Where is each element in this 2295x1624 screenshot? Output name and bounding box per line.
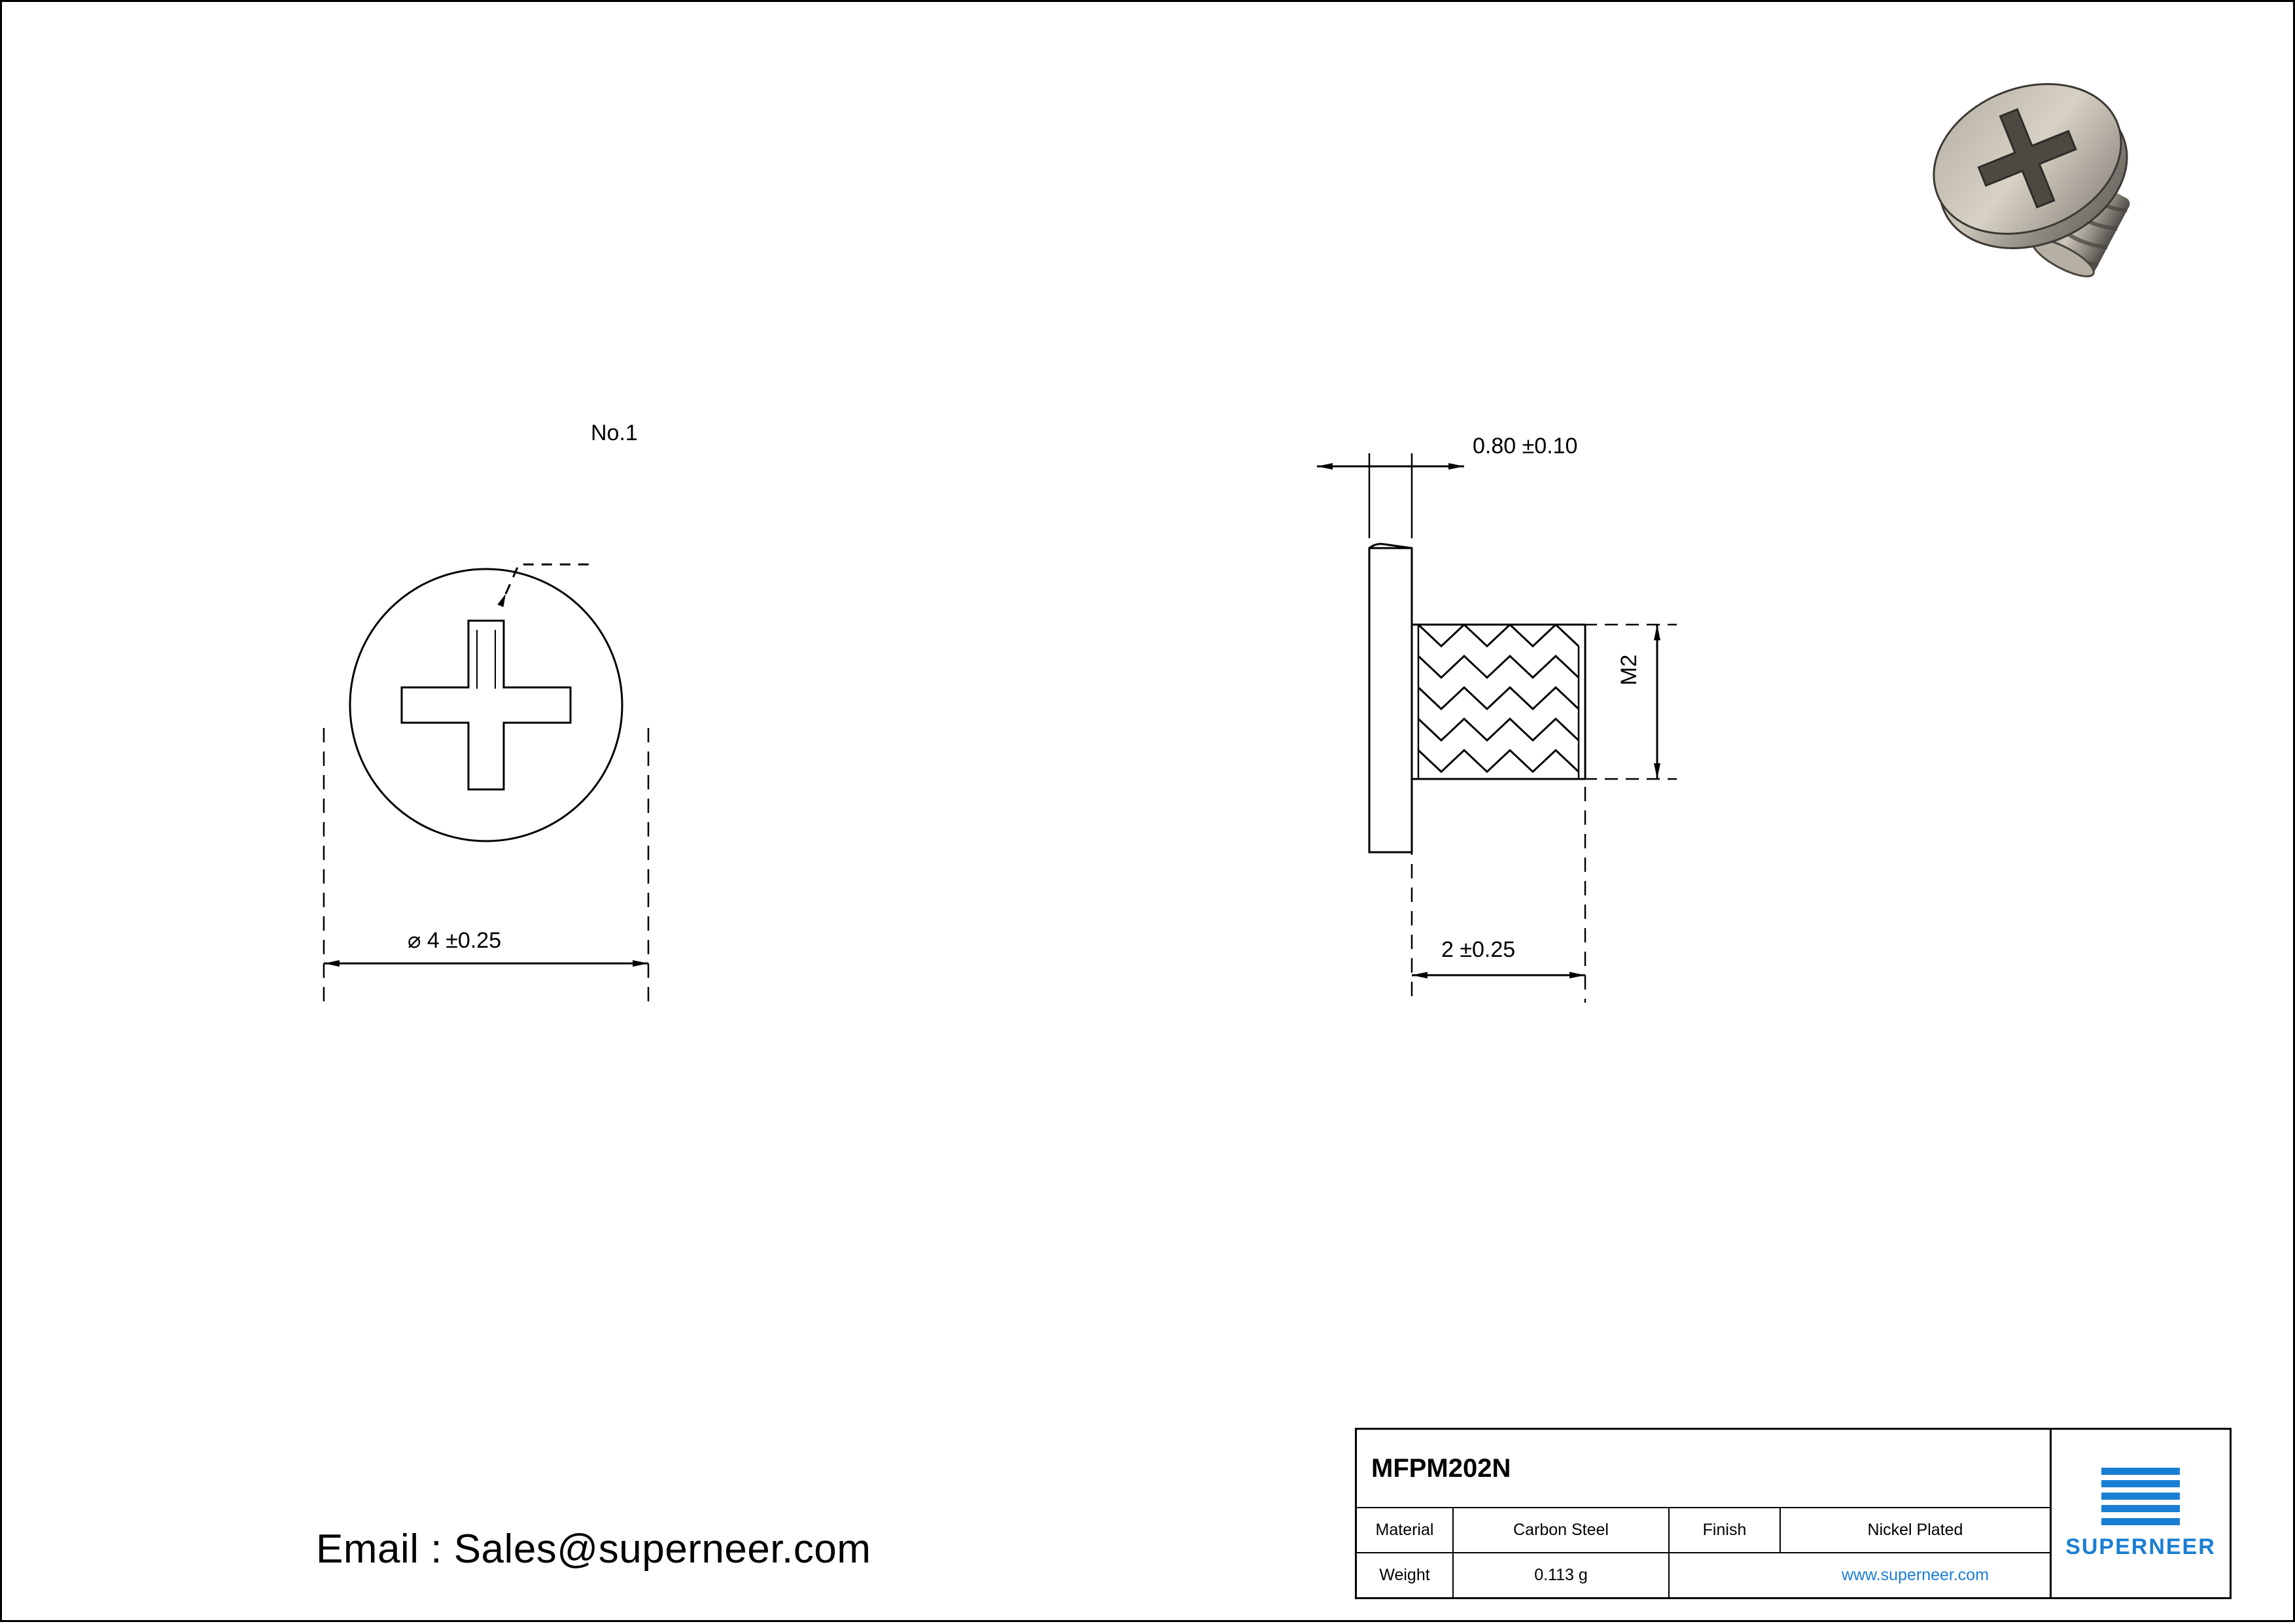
length-dimension-label: 2 ±0.25 xyxy=(1441,937,1516,962)
title-block-row-material xyxy=(1357,1508,2050,1553)
title-block-info xyxy=(1357,1430,2052,1597)
head-height-dimension xyxy=(1317,453,1464,538)
contact-email-text: Email : Sales@superneer.com xyxy=(316,1527,871,1572)
weight-spacer-cell xyxy=(1670,1553,1781,1597)
diameter-dimension xyxy=(324,728,648,1003)
side-view xyxy=(1369,544,1585,852)
head-height-dimension-label: 0.80 ±0.10 xyxy=(1473,434,1578,458)
isometric-screw-render xyxy=(1911,57,2149,283)
front-view-callout-label: No.1 xyxy=(591,421,638,445)
head-profile xyxy=(1369,548,1412,852)
superneer-logo-icon xyxy=(2101,1468,2180,1525)
thread-size-label: M2 xyxy=(1617,654,1641,685)
website-cell xyxy=(1781,1553,2050,1597)
part-number: MFPM202N xyxy=(1357,1430,2050,1508)
website-link[interactable]: www.superneer.com xyxy=(1841,1566,1989,1584)
title-block-row-weight xyxy=(1357,1553,2050,1597)
front-view-callout-leader xyxy=(506,564,591,594)
diameter-dimension-label: ⌀ 4 ±0.25 xyxy=(408,928,502,953)
head-outline-circle xyxy=(350,569,622,841)
material-value: Carbon Steel xyxy=(1454,1508,1670,1552)
material-label: Material xyxy=(1357,1508,1454,1552)
length-dimension xyxy=(1412,787,1585,1003)
technical-drawing-canvas xyxy=(2,2,2295,1624)
finish-value: Nickel Plated xyxy=(1867,1521,1963,1539)
thread-size-dimension xyxy=(1584,625,1677,779)
phillips-cross-recess xyxy=(402,621,570,789)
weight-value: 0.113 g xyxy=(1454,1553,1670,1597)
title-block xyxy=(1355,1428,2232,1599)
brand-logo xyxy=(2052,1430,2230,1597)
weight-label: Weight xyxy=(1357,1553,1454,1597)
finish-label: Finish xyxy=(1670,1508,1781,1552)
front-view xyxy=(350,569,622,841)
brand-name: SUPERNEER xyxy=(2065,1534,2216,1559)
